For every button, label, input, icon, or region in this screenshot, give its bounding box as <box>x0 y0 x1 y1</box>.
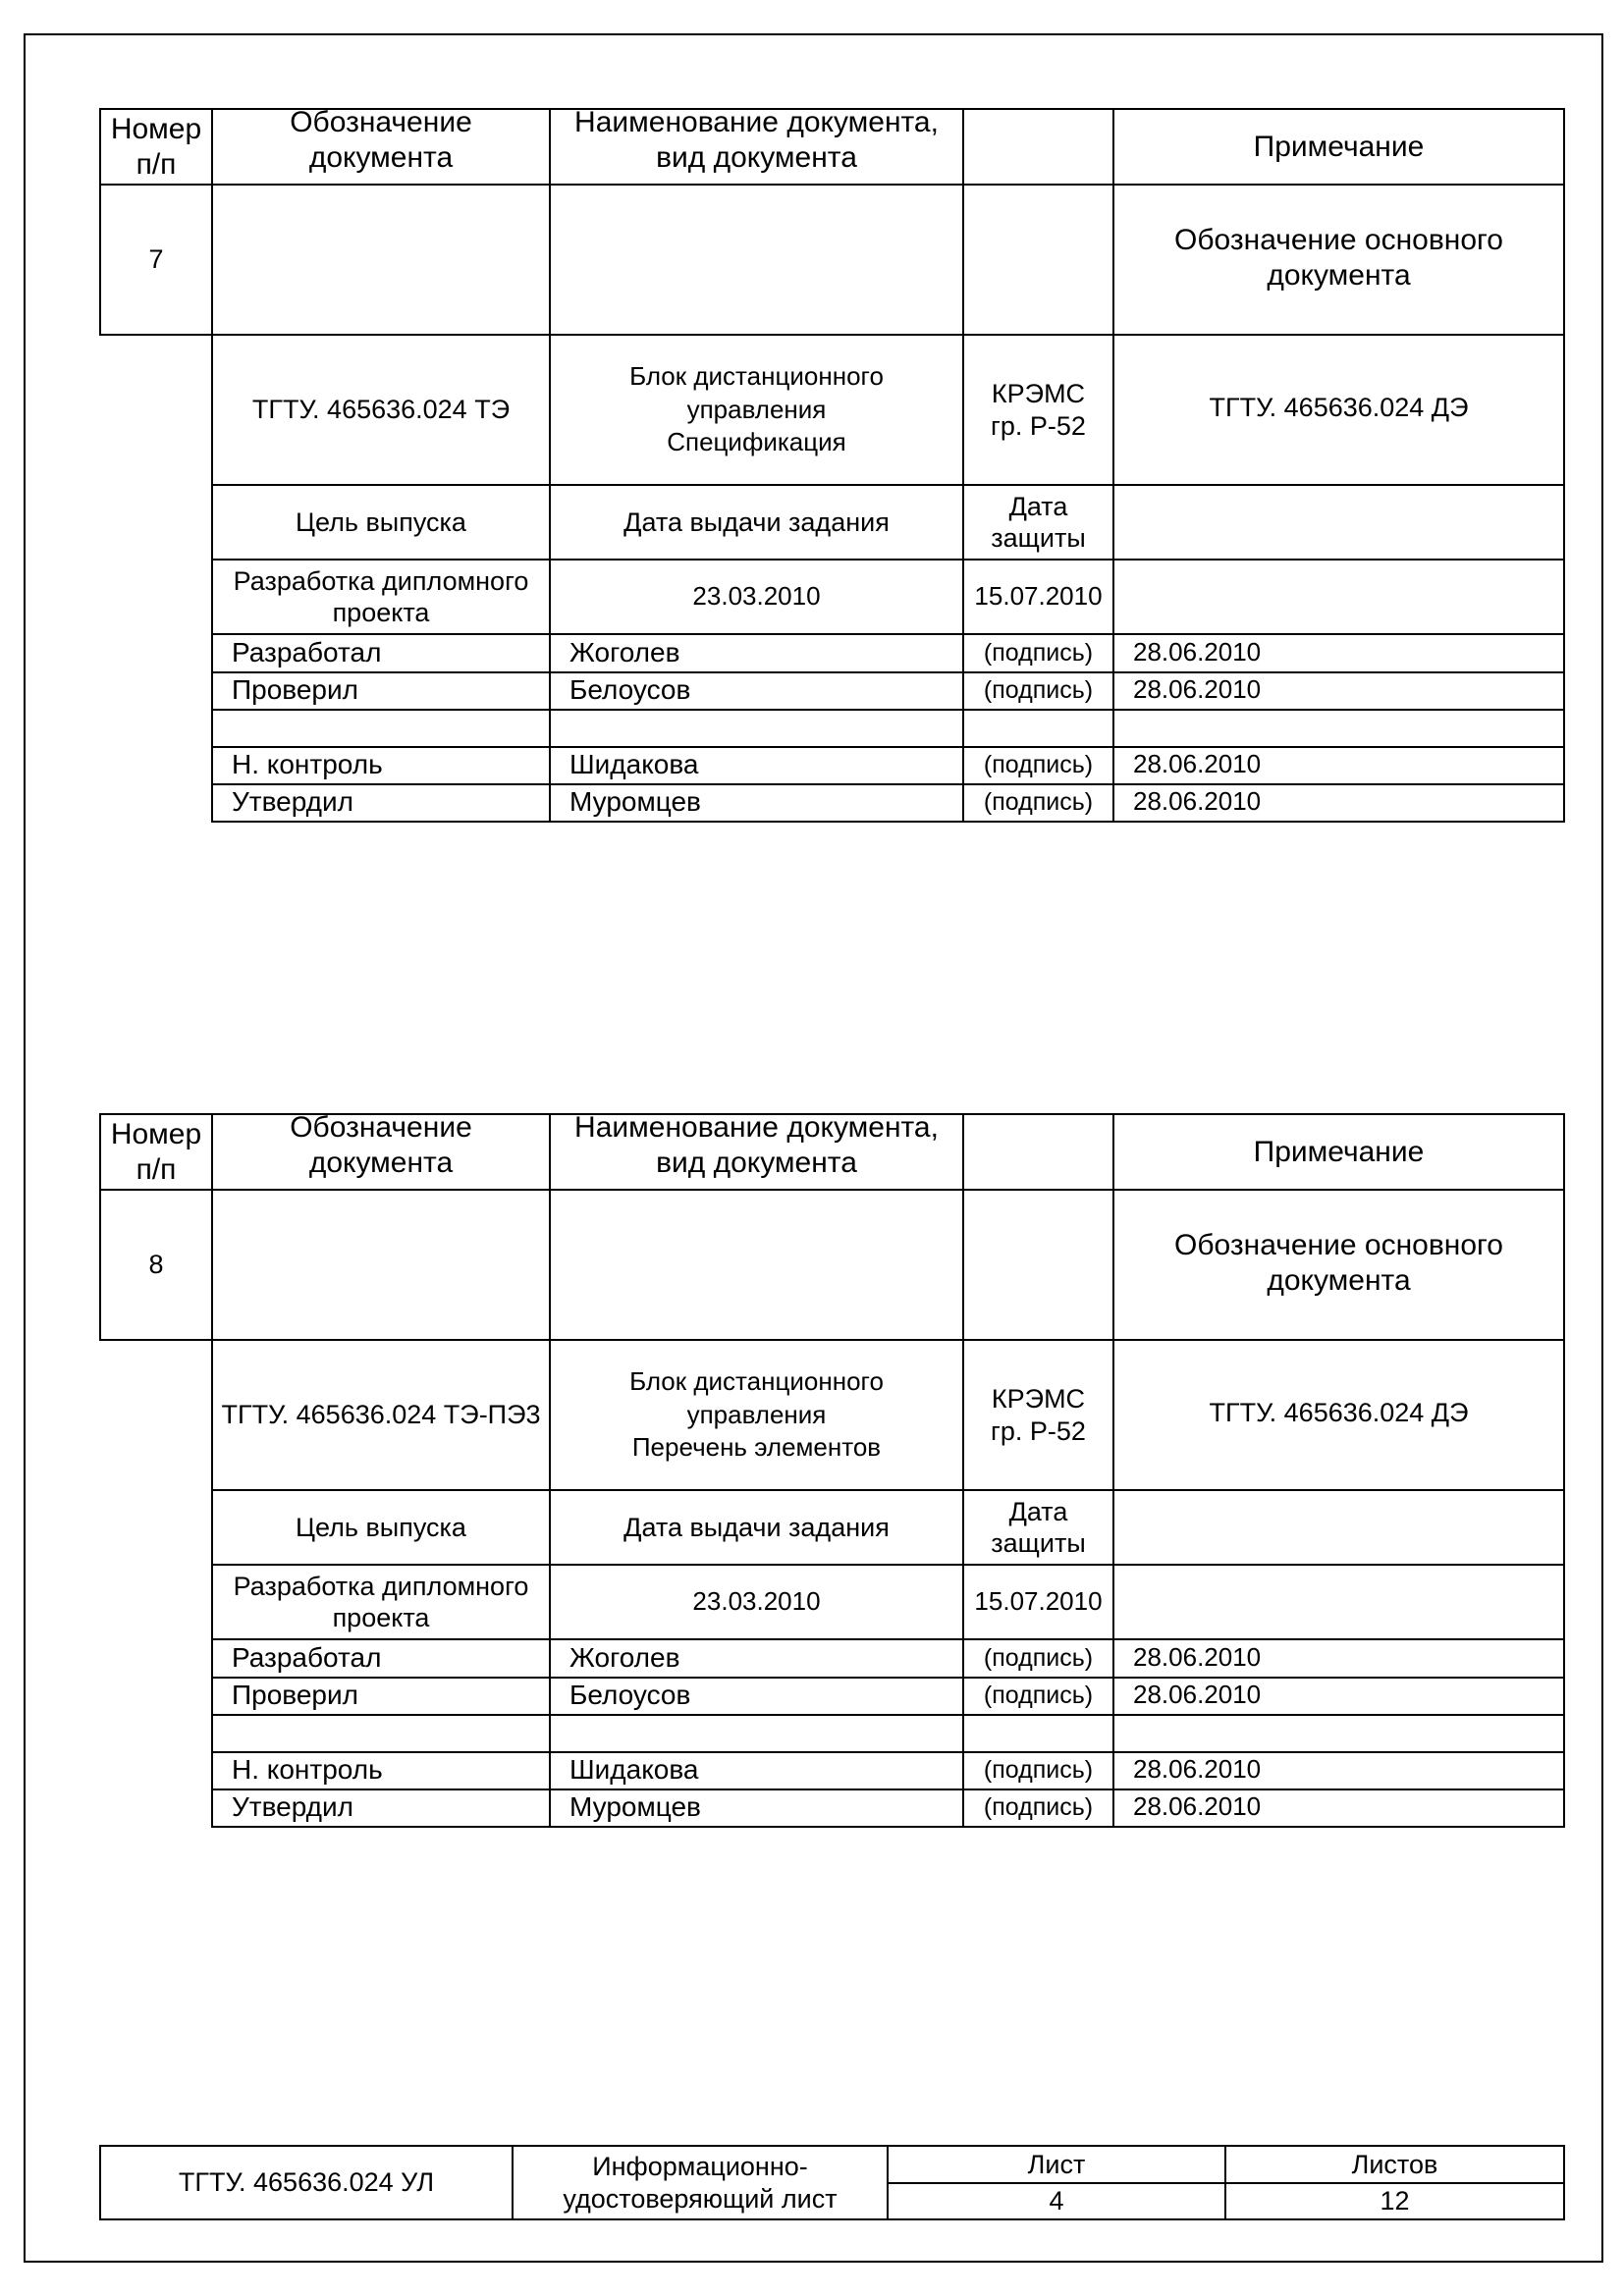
header-designation: Обозначение документа <box>290 105 472 174</box>
signer-role: Утвердил <box>232 1791 353 1823</box>
signer-role: Н. контроль <box>232 749 383 780</box>
signature-date <box>1114 709 1563 746</box>
header-blank <box>964 110 1112 184</box>
signature-placeholder: (подпись) <box>983 1682 1094 1709</box>
document-title: Информационно- удостоверяющий лист <box>563 2152 838 2214</box>
signer-name <box>551 709 962 746</box>
base-document-code: ТГТУ. 465636.024 ДЭ <box>1209 392 1469 422</box>
header-number: Номер п/п <box>110 1117 202 1186</box>
purpose-label: Цель выпуска <box>296 507 466 537</box>
base-document-code: ТГТУ. 465636.024 ДЭ <box>1209 1397 1469 1427</box>
organization: КРЭМС гр. Р-52 <box>991 379 1086 441</box>
document-designation: ТГТУ. 465636.024 ТЭ-ПЭ3 <box>221 1400 541 1430</box>
signer-role: Разработал <box>232 637 382 668</box>
signer-role: Разработал <box>232 1642 382 1674</box>
signature-date: 28.06.2010 <box>1133 637 1262 667</box>
signer-name: Белоусов <box>569 674 691 706</box>
signer-role <box>213 709 549 746</box>
document-code: ТГТУ. 465636.024 УЛ <box>178 2167 435 2198</box>
signature-placeholder: (подпись) <box>983 1756 1094 1784</box>
header-number: Номер п/п <box>110 112 202 181</box>
issue-date-label: Дата выдачи задания <box>623 1512 890 1542</box>
signer-role: Н. контроль <box>232 1754 383 1786</box>
sheet-count: 12 <box>1380 2186 1410 2216</box>
signer-name <box>551 1714 962 1751</box>
record-table <box>0 0 1624 818</box>
issue-date-value: 23.03.2010 <box>692 581 821 612</box>
base-document-label: Обозначение основного документа <box>1174 1228 1503 1297</box>
signer-role: Проверил <box>232 1680 358 1711</box>
record-number: 8 <box>148 1250 164 1280</box>
signature-date: 28.06.2010 <box>1133 749 1262 779</box>
header-blank <box>964 1115 1112 1189</box>
signature-date: 28.06.2010 <box>1133 1791 1262 1822</box>
base-document-label: Обозначение основного документа <box>1174 223 1503 292</box>
signature-date: 28.06.2010 <box>1133 1754 1262 1785</box>
record-table <box>0 1005 1624 1823</box>
signature-placeholder: (подпись) <box>983 788 1094 816</box>
signer-role: Проверил <box>232 674 358 706</box>
header-document-name: Наименование документа, вид документа <box>574 1110 939 1179</box>
signature-placeholder: (подпись) <box>983 1644 1094 1672</box>
document-name: Блок дистанционного управления Спецификация <box>629 360 884 457</box>
signature-placeholder: (подпись) <box>983 1793 1094 1821</box>
header-note: Примечание <box>1253 130 1425 163</box>
defense-date-label: Дата защиты <box>991 491 1086 553</box>
signer-role <box>213 1714 549 1751</box>
defense-date-value: 15.07.2010 <box>974 581 1103 612</box>
purpose-value: Разработка дипломного проекта <box>233 1571 529 1632</box>
document-designation: ТГТУ. 465636.024 ТЭ <box>251 395 511 425</box>
signature-placeholder <box>964 709 1112 746</box>
issue-date-value: 23.03.2010 <box>692 1586 821 1617</box>
signature-placeholder: (подпись) <box>983 639 1094 667</box>
organization: КРЭМС гр. Р-52 <box>991 1384 1086 1446</box>
signer-name: Шидакова <box>569 749 699 780</box>
sheets-label: Листов <box>1351 2149 1438 2179</box>
purpose-label: Цель выпуска <box>296 1512 466 1542</box>
signer-name: Белоусов <box>569 1680 691 1711</box>
defense-date-label: Дата защиты <box>991 1496 1086 1558</box>
signature-placeholder: (подпись) <box>983 751 1094 778</box>
signature-date: 28.06.2010 <box>1133 1642 1262 1673</box>
signature-date: 28.06.2010 <box>1133 674 1262 705</box>
signer-name: Жоголев <box>569 637 680 668</box>
issue-date-label: Дата выдачи задания <box>623 507 890 537</box>
purpose-value: Разработка дипломного проекта <box>233 565 529 627</box>
signature-placeholder: (подпись) <box>983 676 1094 704</box>
sheet-number: 4 <box>1049 2186 1064 2216</box>
signer-name: Жоголев <box>569 1642 680 1674</box>
defense-date-value: 15.07.2010 <box>974 1586 1103 1617</box>
signature-date <box>1114 1714 1563 1751</box>
signer-name: Муромцев <box>569 786 701 818</box>
signature-placeholder <box>964 1714 1112 1751</box>
header-document-name: Наименование документа, вид документа <box>574 105 939 174</box>
signer-name: Шидакова <box>569 1754 699 1786</box>
signature-date: 28.06.2010 <box>1133 1680 1262 1710</box>
record-number: 7 <box>148 244 164 275</box>
signature-date: 28.06.2010 <box>1133 786 1262 817</box>
document-name: Блок дистанционного управления Перечень элементов <box>629 1365 884 1463</box>
signer-role: Утвердил <box>232 786 353 818</box>
header-designation: Обозначение документа <box>290 1110 472 1179</box>
sheet-label: Лист <box>1027 2149 1086 2179</box>
signer-name: Муромцев <box>569 1791 701 1823</box>
header-note: Примечание <box>1253 1135 1425 1168</box>
